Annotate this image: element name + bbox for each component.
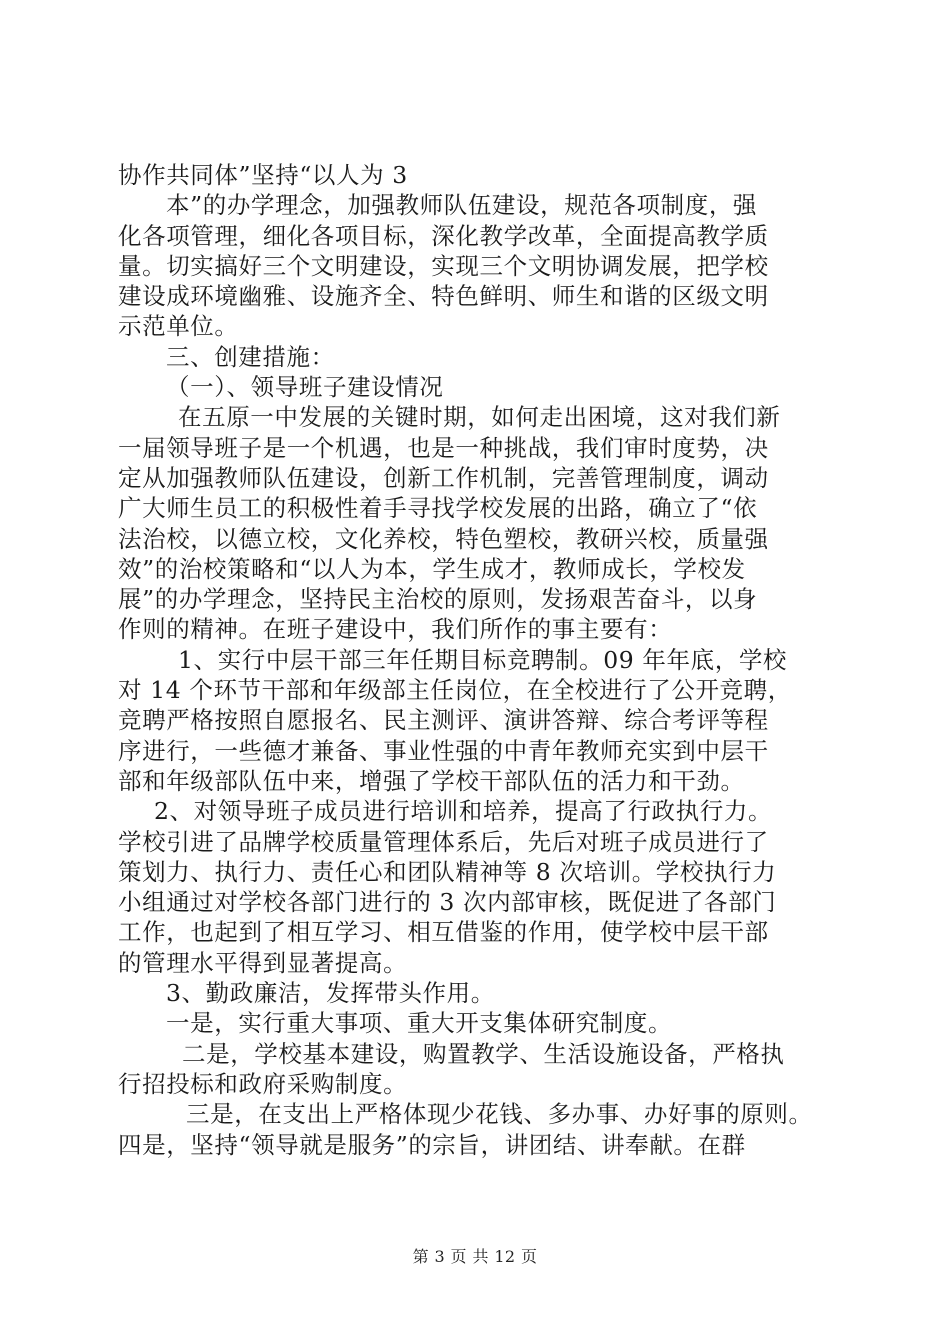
text-line: 对 14 个环节干部和年级部主任岗位，在全校进行了公开竞聘， <box>118 676 792 705</box>
text-line: 1、实行中层干部三年任期目标竞聘制。09 年年底，学校 <box>178 645 788 674</box>
subsection-heading: （一）、领导班子建设情况 <box>166 373 444 402</box>
text-line: 工作，也起到了相互学习、相互借鉴的作用，使学校中层干部 <box>118 918 769 947</box>
text-line: 广大师生员工的积极性着手寻找学校发展的出路，确立了“依 <box>118 494 758 523</box>
text-line: 法治校，以德立校，文化养校，特色塑校，教研兴校，质量强 <box>118 524 769 553</box>
text-line: 建设成环境幽雅、设施齐全、特色鲜明、师生和谐的区级文明 <box>118 282 769 311</box>
page-footer: 第 3 页 共 12 页 <box>412 1247 538 1266</box>
text-line: 效”的治校策略和“以人为本，学生成才，教师成长，学校发 <box>118 554 746 583</box>
text-line: 3、勤政廉洁，发挥带头作用。 <box>166 979 495 1008</box>
text-line: 展”的办学理念，坚持民主治校的原则，发扬艰苦奋斗，以身 <box>118 585 758 614</box>
text-line: 小组通过对学校各部门进行的 3 次内部审核，既促进了各部门 <box>118 888 777 917</box>
text-line: 的管理水平得到显著提高。 <box>118 948 408 977</box>
text-line: 在五原一中发展的关键时期，如何走出困境，这对我们新 <box>178 403 781 432</box>
text-line: 行招投标和政府采购制度。 <box>118 1069 408 1098</box>
text-line: 三是，在支出上严格体现少花钱、多办事、办好事的原则。 <box>186 1100 813 1129</box>
document-body <box>118 160 838 1160</box>
text-line: 四是，坚持“领导就是服务”的宗旨，讲团结、讲奉献。在群 <box>118 1130 746 1159</box>
text-line: 一是，实行重大事项、重大开支集体研究制度。 <box>166 1009 673 1038</box>
text-line: 协作共同体”坚持“以人为 3 <box>118 161 408 189</box>
text-line: 策划力、执行力、责任心和团队精神等 8 次培训。学校执行力 <box>118 857 777 886</box>
text-line: 一届领导班子是一个机遇，也是一种挑战，我们审时度势，决 <box>118 433 769 462</box>
text-line: 学校引进了品牌学校质量管理体系后，先后对班子成员进行了 <box>118 827 769 856</box>
section-heading: 三、创建措施： <box>166 342 335 371</box>
text-line: 部和年级部队伍中来，增强了学校干部队伍的活力和干劲。 <box>118 766 745 795</box>
text-line: 化各项管理，细化各项目标，深化教学改革，全面提高教学质 <box>118 221 769 250</box>
text-line: 序进行，一些德才兼备、事业性强的中青年教师充实到中层干 <box>118 736 769 765</box>
text-line: 竞聘严格按照自愿报名、民主测评、演讲答辩、综合考评等程 <box>118 706 769 735</box>
text-line: 作则的精神。在班子建设中，我们所作的事主要有： <box>118 615 673 644</box>
text-line: 二是，学校基本建设，购置教学、生活设施设备，严格执 <box>182 1039 785 1068</box>
text-line: 示范单位。 <box>118 312 239 341</box>
text-line: 定从加强教师队伍建设，创新工作机制，完善管理制度，调动 <box>118 463 769 492</box>
text-line: 量。切实搞好三个文明建设，实现三个文明协调发展，把学校 <box>118 251 769 280</box>
text-line: 2、对领导班子成员进行培训和培养，提高了行政执行力。 <box>154 797 773 826</box>
text-line: 本”的办学理念，加强教师队伍建设，规范各项制度，强 <box>166 191 758 220</box>
